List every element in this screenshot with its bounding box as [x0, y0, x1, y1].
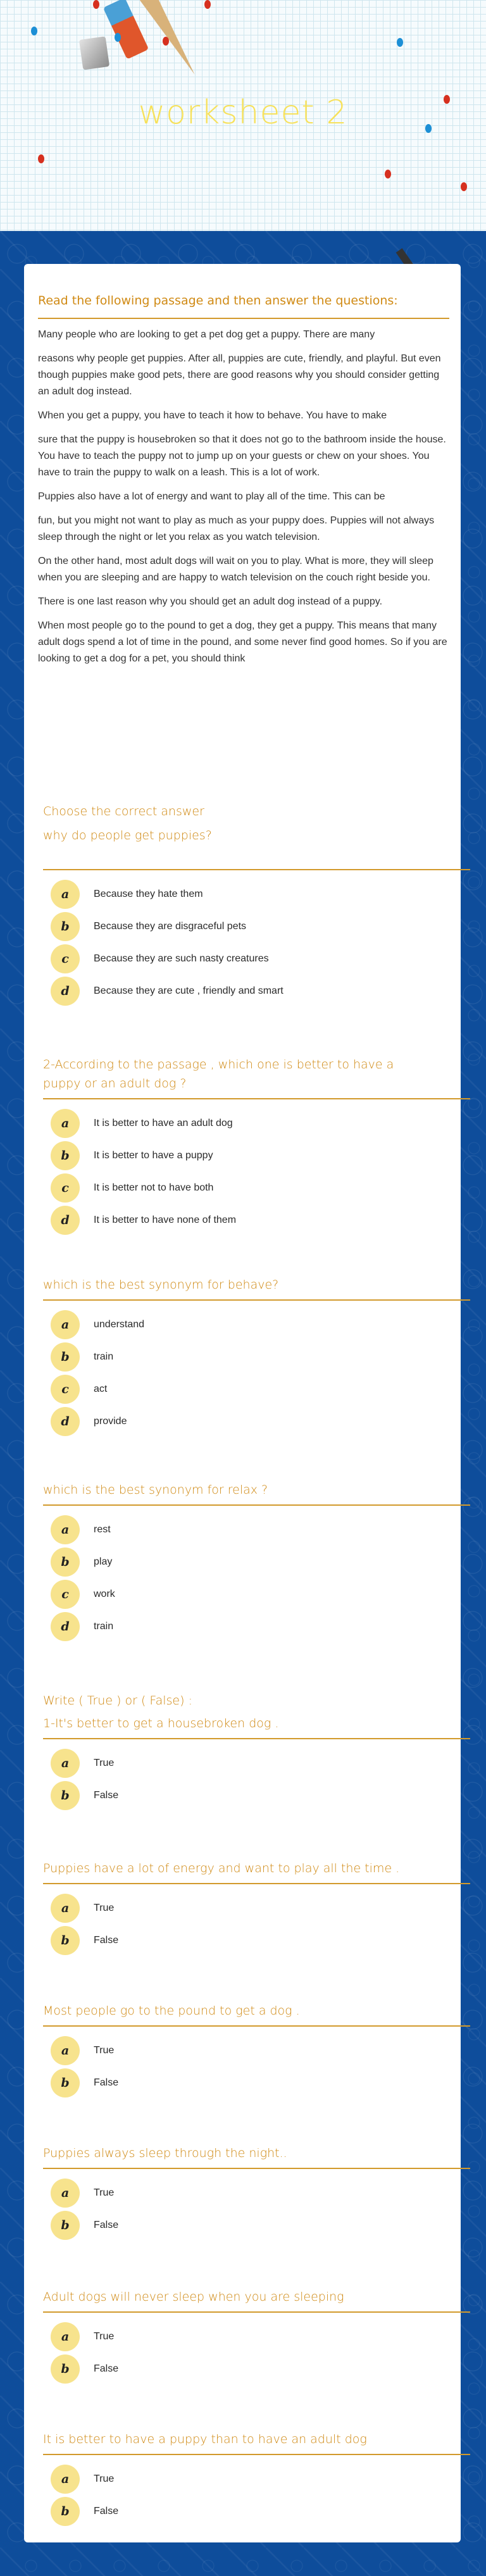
question-title: puppy or an adult dog ? — [43, 1077, 187, 1091]
blue-dot-decoration — [31, 27, 37, 35]
option-text: It is better not to have both — [94, 1182, 214, 1193]
option-letter-badge: b — [51, 912, 80, 941]
divider — [43, 2025, 470, 2027]
option-letter-badge: b — [51, 1781, 80, 1810]
worksheet-card — [24, 264, 461, 2542]
option-text: It is better to have an adult dog — [94, 1117, 233, 1129]
option-letter-badge: b — [51, 2354, 80, 2384]
question-6 — [43, 1859, 470, 1956]
option-letter-badge: d — [51, 977, 80, 1006]
divider — [43, 1098, 470, 1099]
option-letter-badge: b — [51, 2068, 80, 2098]
option-letter-badge: a — [51, 1894, 80, 1923]
reading-passage — [38, 264, 449, 667]
passage-paragraph: There is one last reason why you should get an adult dog instead of a puppy. — [38, 596, 383, 607]
option-text: understand — [94, 1318, 145, 1330]
option-false[interactable] — [43, 2495, 470, 2527]
passage-paragraph: Many people who are looking to get a pet dog get a puppy. There are many — [38, 329, 375, 340]
option-c[interactable] — [43, 1578, 470, 1610]
option-text: work — [94, 1588, 115, 1599]
option-letter-badge: c — [51, 1173, 80, 1203]
option-letter-badge: b — [51, 1547, 80, 1577]
red-dot-decoration — [461, 182, 467, 191]
option-text: True — [94, 1902, 115, 1913]
option-true[interactable] — [43, 2034, 470, 2066]
passage-paragraph: Puppies also have a lot of energy and want to play all of the time. This can be — [38, 491, 385, 502]
question-7 — [43, 2001, 470, 2099]
option-b[interactable] — [43, 910, 470, 942]
option-d[interactable] — [43, 1610, 470, 1642]
question-4 — [43, 1480, 470, 1642]
passage-paragraph: reasons why people get puppies. After all, puppies are cute, friendly, and playful. But even though puppies make good pets, there are good reasons why you should consider getting an adult dog instead. — [38, 353, 441, 397]
option-list — [43, 1107, 470, 1236]
question-title: Puppies always sleep through the night.. — [43, 2146, 287, 2160]
option-list — [43, 1892, 470, 1956]
option-list — [43, 878, 470, 1007]
red-dot-decoration — [204, 0, 211, 9]
option-false[interactable] — [43, 2209, 470, 2241]
option-text: train — [94, 1620, 114, 1632]
option-true[interactable] — [43, 1892, 470, 1924]
question-title: Puppies have a lot of energy and want to play all the time . — [43, 1861, 400, 1875]
red-dot-decoration — [38, 154, 44, 163]
option-text: False — [94, 2363, 119, 2374]
question-title: 1-It's better to get a housebroken dog . — [43, 1716, 279, 1730]
option-text: Because they hate them — [94, 888, 203, 899]
option-letter-badge: a — [51, 1515, 80, 1544]
option-text: play — [94, 1556, 113, 1567]
question-1 — [43, 802, 470, 1007]
option-false[interactable] — [43, 2353, 470, 2385]
option-letter-badge: c — [51, 1580, 80, 1609]
option-text: Because they are disgraceful pets — [94, 920, 247, 932]
divider — [43, 2311, 470, 2313]
question-title: which is the best synonym for relax ? — [43, 1483, 268, 1497]
divider — [43, 869, 470, 870]
question-2 — [43, 1055, 470, 1236]
option-text: It is better to have a puppy — [94, 1149, 213, 1161]
question-5 — [43, 1691, 470, 1811]
option-b[interactable] — [43, 1546, 470, 1578]
question-title: It is better to have a puppy than to have an adult dog — [43, 2432, 367, 2446]
option-text: train — [94, 1351, 114, 1362]
option-text: False — [94, 2505, 119, 2517]
option-letter-badge: b — [51, 2211, 80, 2240]
option-d[interactable] — [43, 1405, 470, 1437]
option-true[interactable] — [43, 2320, 470, 2353]
option-c[interactable] — [43, 1172, 470, 1204]
option-letter-badge: b — [51, 2497, 80, 2526]
option-a[interactable] — [43, 878, 470, 910]
option-list — [43, 2177, 470, 2241]
option-list — [43, 2320, 470, 2385]
question-title: Most people go to the pound to get a dog . — [43, 2004, 300, 2018]
option-letter-badge: d — [51, 1206, 80, 1235]
divider — [43, 1504, 470, 1506]
option-text: False — [94, 1789, 119, 1801]
divider — [43, 2454, 470, 2455]
option-a[interactable] — [43, 1107, 470, 1139]
option-a[interactable] — [43, 1308, 470, 1341]
passage-instruction: Read the following passage and then answer the questions: — [38, 294, 398, 308]
passage-paragraph: On the other hand, most adult dogs will wait on you to play. What is more, they will sleep when you are sleeping and are happy to watch television on the couch right beside you. — [38, 556, 433, 583]
option-letter-badge: b — [51, 1926, 80, 1955]
option-letter-badge: a — [51, 2322, 80, 2351]
blue-dot-decoration — [115, 33, 121, 42]
option-letter-badge: c — [51, 1375, 80, 1404]
option-letter-badge: b — [51, 1342, 80, 1372]
option-list — [43, 2463, 470, 2527]
option-c[interactable] — [43, 942, 470, 975]
divider — [38, 318, 449, 319]
option-text: True — [94, 2330, 115, 2342]
option-text: Because they are such nasty creatures — [94, 953, 269, 964]
divider — [43, 1883, 470, 1884]
passage-header — [38, 264, 449, 319]
question-title: why do people get puppies? — [43, 828, 212, 842]
option-text: True — [94, 2187, 115, 2198]
option-d[interactable] — [43, 1204, 470, 1236]
question-title: 2-According to the passage , which one is better to have a — [43, 1058, 394, 1072]
option-letter-badge: a — [51, 880, 80, 909]
option-letter-badge: a — [51, 1109, 80, 1138]
question-8 — [43, 2144, 470, 2241]
option-text: act — [94, 1383, 108, 1394]
option-true[interactable] — [43, 2463, 470, 2495]
divider — [43, 1299, 470, 1301]
option-b[interactable] — [43, 1139, 470, 1172]
option-letter-badge: a — [51, 1749, 80, 1778]
option-text: False — [94, 2077, 119, 2088]
option-false[interactable] — [43, 2066, 470, 2099]
option-letter-badge: d — [51, 1407, 80, 1436]
question-9 — [43, 2287, 470, 2385]
option-letter-badge: a — [51, 2036, 80, 2065]
passage-paragraph: When most people go to the pound to get a dog, they get a puppy. This means that many adult dogs spend a lot of time in the pound, and some never find good homes. So if you are looking to get a dog for a pet, you should think — [38, 620, 447, 664]
option-true[interactable] — [43, 2177, 470, 2209]
page-title: worksheet 2 — [138, 94, 348, 132]
blue-dot-decoration — [397, 38, 403, 47]
passage-paragraph: sure that the puppy is housebroken so that it does not go to the bathroom inside the house. You have to teach the puppy not to jump up on your guests or chew on your shoes. You have to train the puppy to walk on a leash. This is a lot of work. — [38, 434, 446, 478]
question-10 — [43, 2430, 470, 2527]
option-text: True — [94, 2473, 115, 2484]
red-dot-decoration — [163, 37, 169, 46]
option-list — [43, 2034, 470, 2099]
question-title: which is the best synonym for behave? — [43, 1278, 279, 1292]
option-b[interactable] — [43, 1341, 470, 1373]
option-list — [43, 1308, 470, 1437]
red-dot-decoration — [93, 0, 99, 9]
question-3 — [43, 1275, 470, 1437]
option-letter-badge: a — [51, 1310, 80, 1339]
red-dot-decoration — [385, 170, 391, 178]
option-letter-badge: c — [51, 944, 80, 973]
option-text: rest — [94, 1523, 111, 1535]
option-letter-badge: a — [51, 2179, 80, 2208]
divider — [43, 1738, 470, 1739]
sharpener-icon — [79, 36, 109, 70]
option-text: provide — [94, 1415, 127, 1427]
divider — [43, 2168, 470, 2169]
option-text: Because they are cute , friendly and smart — [94, 985, 284, 996]
option-text: True — [94, 2044, 115, 2056]
option-text: True — [94, 1757, 115, 1768]
option-c[interactable] — [43, 1373, 470, 1405]
option-letter-badge: a — [51, 2465, 80, 2494]
question-title: Adult dogs will never sleep when you are sleeping — [43, 2290, 344, 2304]
passage-paragraph: When you get a puppy, you have to teach it how to behave. You have to make — [38, 410, 387, 421]
option-list — [43, 1513, 470, 1642]
option-list — [43, 1747, 470, 1811]
option-letter-badge: b — [51, 1141, 80, 1170]
option-a[interactable] — [43, 1513, 470, 1546]
question-title: Write ( True ) or ( False) : — [43, 1694, 192, 1708]
question-title: Choose the correct answer — [43, 804, 204, 818]
option-text: False — [94, 1934, 119, 1946]
passage-paragraph: fun, but you might not want to play as much as your puppy does. Puppies will not always sleep through the night or let you relax as you watch television. — [38, 515, 435, 542]
option-false[interactable] — [43, 1779, 470, 1811]
option-text: It is better to have none of them — [94, 1214, 237, 1225]
option-letter-badge: d — [51, 1612, 80, 1641]
option-true[interactable] — [43, 1747, 470, 1779]
option-false[interactable] — [43, 1924, 470, 1956]
option-text: False — [94, 2219, 119, 2230]
option-d[interactable] — [43, 975, 470, 1007]
